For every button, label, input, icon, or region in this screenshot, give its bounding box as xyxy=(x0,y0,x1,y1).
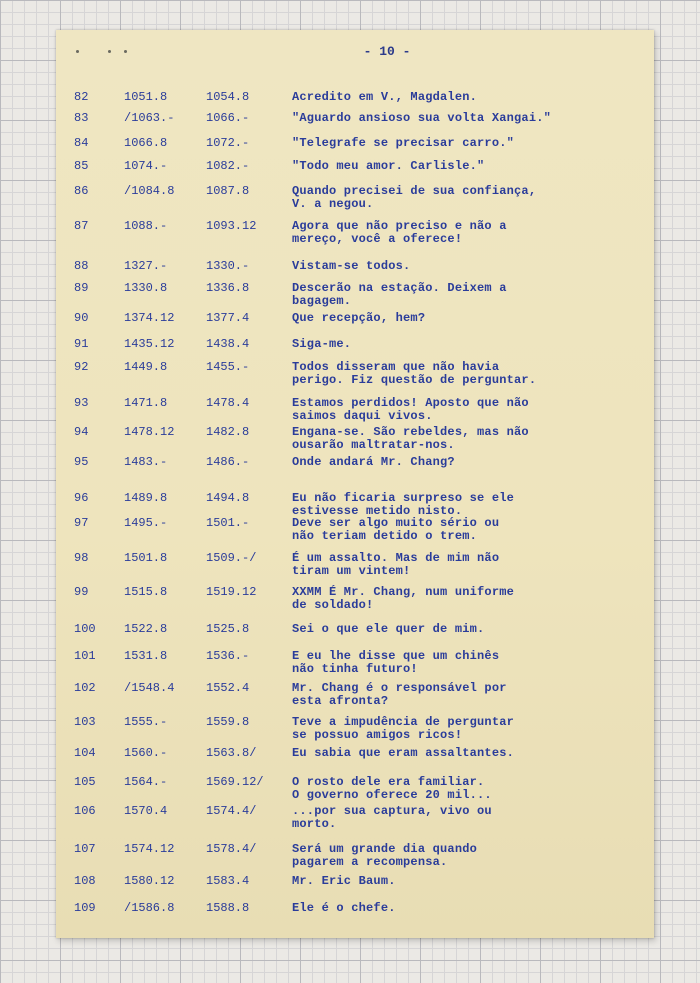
subtitle-text xyxy=(292,361,536,387)
subtitle-line: Sei o que ele quer de mim. xyxy=(292,622,485,636)
subtitle-line: "Telegrafe se precisar carro." xyxy=(292,136,515,150)
time-out: 1559.8 xyxy=(206,715,250,729)
subtitle-line: É um assalto. Mas de mim não xyxy=(292,551,500,565)
time-in: 1574.12 xyxy=(124,842,175,856)
subtitle-text xyxy=(292,312,425,325)
time-in: 1489.8 xyxy=(124,491,168,505)
time-in: 1555.- xyxy=(124,715,168,729)
subtitle-text xyxy=(292,426,529,452)
time-out: 1519.12 xyxy=(206,585,257,599)
subtitle-text xyxy=(292,112,551,125)
subtitle-text xyxy=(292,220,507,246)
subtitle-number: 107 xyxy=(74,842,96,856)
subtitle-text xyxy=(292,586,514,612)
punch-mark xyxy=(76,50,79,53)
subtitle-line: pagarem a recompensa. xyxy=(292,855,448,869)
subtitle-line: saimos daqui vivos. xyxy=(292,409,433,423)
subtitle-number: 98 xyxy=(74,551,89,565)
time-out: 1486.- xyxy=(206,455,250,469)
subtitle-line: Agora que não preciso e não a xyxy=(292,219,507,233)
time-in: 1449.8 xyxy=(124,360,168,374)
time-in: 1531.8 xyxy=(124,649,168,663)
time-out: 1377.4 xyxy=(206,311,250,325)
subtitle-line: Acredito em V., Magdalen. xyxy=(292,90,478,104)
time-out: 1482.8 xyxy=(206,425,250,439)
subtitle-text xyxy=(292,902,396,915)
subtitle-line: Vistam-se todos. xyxy=(292,259,411,273)
subtitle-line: se possuo amigos ricos! xyxy=(292,728,463,742)
subtitle-line: Mr. Chang é o responsável por xyxy=(292,681,507,695)
subtitle-text xyxy=(292,805,492,831)
subtitle-text xyxy=(292,650,499,676)
subtitle-line: Todos disseram que não havia xyxy=(292,360,500,374)
subtitle-number: 105 xyxy=(74,775,96,789)
time-in: 1564.- xyxy=(124,775,168,789)
subtitle-text xyxy=(292,517,499,543)
subtitle-number: 100 xyxy=(74,622,96,636)
subtitle-number: 96 xyxy=(74,491,89,505)
subtitle-line: Deve ser algo muito sério ou xyxy=(292,516,500,530)
subtitle-number: 83 xyxy=(74,111,89,125)
subtitle-line: "Aguardo ansioso sua volta Xangai." xyxy=(292,111,552,125)
time-in: /1063.- xyxy=(124,111,175,125)
subtitle-line: tiram um vintem! xyxy=(292,564,411,578)
subtitle-text xyxy=(292,716,514,742)
subtitle-line: não teriam detido o trem. xyxy=(292,529,478,543)
subtitle-text xyxy=(292,843,477,869)
time-in: 1495.- xyxy=(124,516,168,530)
time-in: 1483.- xyxy=(124,455,168,469)
subtitle-number: 95 xyxy=(74,455,89,469)
subtitle-line: "Todo meu amor. Carlisle." xyxy=(292,159,485,173)
time-out: 1438.4 xyxy=(206,337,250,351)
time-out: 1494.8 xyxy=(206,491,250,505)
subtitle-line: Ele é o chefe. xyxy=(292,901,396,915)
time-in: 1051.8 xyxy=(124,90,168,104)
time-out: 1583.4 xyxy=(206,874,250,888)
subtitle-number: 102 xyxy=(74,681,96,695)
time-out: 1569.12/ xyxy=(206,775,264,789)
time-in: 1374.12 xyxy=(124,311,175,325)
subtitle-number: 91 xyxy=(74,337,89,351)
subtitle-line: XXMM É Mr. Chang, num uniforme xyxy=(292,585,515,599)
time-in: 1088.- xyxy=(124,219,168,233)
subtitle-number: 94 xyxy=(74,425,89,439)
subtitle-line: não tinha futuro! xyxy=(292,662,418,676)
subtitle-text xyxy=(292,552,499,578)
time-in: /1548.4 xyxy=(124,681,175,695)
subtitle-line: Onde andará Mr. Chang? xyxy=(292,455,455,469)
subtitle-text xyxy=(292,137,514,150)
subtitle-number: 104 xyxy=(74,746,96,760)
subtitle-line: Engana-se. São rebeldes, mas não xyxy=(292,425,529,439)
time-in: 1478.12 xyxy=(124,425,175,439)
subtitle-number: 88 xyxy=(74,259,89,273)
subtitle-number: 84 xyxy=(74,136,89,150)
time-in: /1084.8 xyxy=(124,184,175,198)
time-out: 1478.4 xyxy=(206,396,250,410)
subtitle-number: 106 xyxy=(74,804,96,818)
subtitle-text xyxy=(292,282,507,308)
page-number: - 10 - xyxy=(363,44,411,59)
subtitle-line: bagagem. xyxy=(292,294,352,308)
subtitle-line: de soldado! xyxy=(292,598,374,612)
subtitle-number: 93 xyxy=(74,396,89,410)
subtitle-number: 92 xyxy=(74,360,89,374)
time-out: 1054.8 xyxy=(206,90,250,104)
time-out: 1072.- xyxy=(206,136,250,150)
time-in: 1515.8 xyxy=(124,585,168,599)
subtitle-text xyxy=(292,682,507,708)
time-in: 1560.- xyxy=(124,746,168,760)
subtitle-text xyxy=(292,260,410,273)
subtitle-line: E eu lhe disse que um chinês xyxy=(292,649,500,663)
subtitle-line: Teve a impudência de perguntar xyxy=(292,715,515,729)
time-out: 1455.- xyxy=(206,360,250,374)
time-in: 1471.8 xyxy=(124,396,168,410)
time-out: 1330.- xyxy=(206,259,250,273)
subtitle-number: 90 xyxy=(74,311,89,325)
subtitle-text xyxy=(292,623,484,636)
subtitle-text xyxy=(292,185,536,211)
subtitle-line: ousarão maltratar-nos. xyxy=(292,438,455,452)
subtitle-text xyxy=(292,160,484,173)
time-out: 1578.4/ xyxy=(206,842,257,856)
time-out: 1066.- xyxy=(206,111,250,125)
time-out: 1552.4 xyxy=(206,681,250,695)
subtitle-number: 89 xyxy=(74,281,89,295)
subtitle-number: 101 xyxy=(74,649,96,663)
subtitle-number: 109 xyxy=(74,901,96,915)
time-out: 1336.8 xyxy=(206,281,250,295)
subtitle-text xyxy=(292,397,529,423)
subtitle-number: 108 xyxy=(74,874,96,888)
time-in: 1580.12 xyxy=(124,874,175,888)
subtitle-text xyxy=(292,456,455,469)
subtitle-line: O rosto dele era familiar. xyxy=(292,775,485,789)
time-out: 1509.-/ xyxy=(206,551,257,565)
time-out: 1536.- xyxy=(206,649,250,663)
subtitle-line: Eu sabia que eram assaltantes. xyxy=(292,746,515,760)
time-in: 1066.8 xyxy=(124,136,168,150)
subtitle-line: Siga-me. xyxy=(292,337,352,351)
subtitle-line: esta afronta? xyxy=(292,694,389,708)
subtitle-text xyxy=(292,91,477,104)
subtitle-line: V. a negou. xyxy=(292,197,374,211)
time-out: 1525.8 xyxy=(206,622,250,636)
subtitle-text xyxy=(292,875,396,888)
time-out: 1501.- xyxy=(206,516,250,530)
time-out: 1574.4/ xyxy=(206,804,257,818)
subtitle-line: Será um grande dia quando xyxy=(292,842,478,856)
time-in: 1435.12 xyxy=(124,337,175,351)
subtitle-text xyxy=(292,492,514,518)
subtitle-line: O governo oferece 20 mil... xyxy=(292,788,492,802)
time-in: 1330.8 xyxy=(124,281,168,295)
subtitle-number: 97 xyxy=(74,516,89,530)
time-in: 1501.8 xyxy=(124,551,168,565)
subtitle-line: mereço, você a oferece! xyxy=(292,232,463,246)
time-out: 1093.12 xyxy=(206,219,257,233)
subtitle-number: 82 xyxy=(74,90,89,104)
time-out: 1082.- xyxy=(206,159,250,173)
subtitle-line: Que recepção, hem? xyxy=(292,311,426,325)
time-in: 1327.- xyxy=(124,259,168,273)
subtitle-line: perigo. Fiz questão de perguntar. xyxy=(292,373,537,387)
subtitle-line: estivesse metido nisto. xyxy=(292,504,463,518)
subtitle-line: ...por sua captura, vivo ou xyxy=(292,804,492,818)
subtitle-line: morto. xyxy=(292,817,337,831)
time-out: 1087.8 xyxy=(206,184,250,198)
subtitle-number: 86 xyxy=(74,184,89,198)
subtitle-number: 103 xyxy=(74,715,96,729)
subtitle-number: 85 xyxy=(74,159,89,173)
subtitle-text xyxy=(292,747,514,760)
subtitle-line: Descerão na estação. Deixem a xyxy=(292,281,507,295)
typewritten-page xyxy=(56,30,654,938)
subtitle-text xyxy=(292,776,492,802)
time-in: 1074.- xyxy=(124,159,168,173)
time-out: 1563.8/ xyxy=(206,746,257,760)
subtitle-number: 87 xyxy=(74,219,89,233)
subtitle-line: Quando precisei de sua confiança, xyxy=(292,184,537,198)
subtitle-number: 99 xyxy=(74,585,89,599)
subtitle-line: Eu não ficaria surpreso se ele xyxy=(292,491,515,505)
subtitle-line: Estamos perdidos! Aposto que não xyxy=(292,396,529,410)
subtitle-text xyxy=(292,338,351,351)
time-in: /1586.8 xyxy=(124,901,175,915)
subtitle-line: Mr. Eric Baum. xyxy=(292,874,396,888)
time-in: 1522.8 xyxy=(124,622,168,636)
time-in: 1570.4 xyxy=(124,804,168,818)
time-out: 1588.8 xyxy=(206,901,250,915)
